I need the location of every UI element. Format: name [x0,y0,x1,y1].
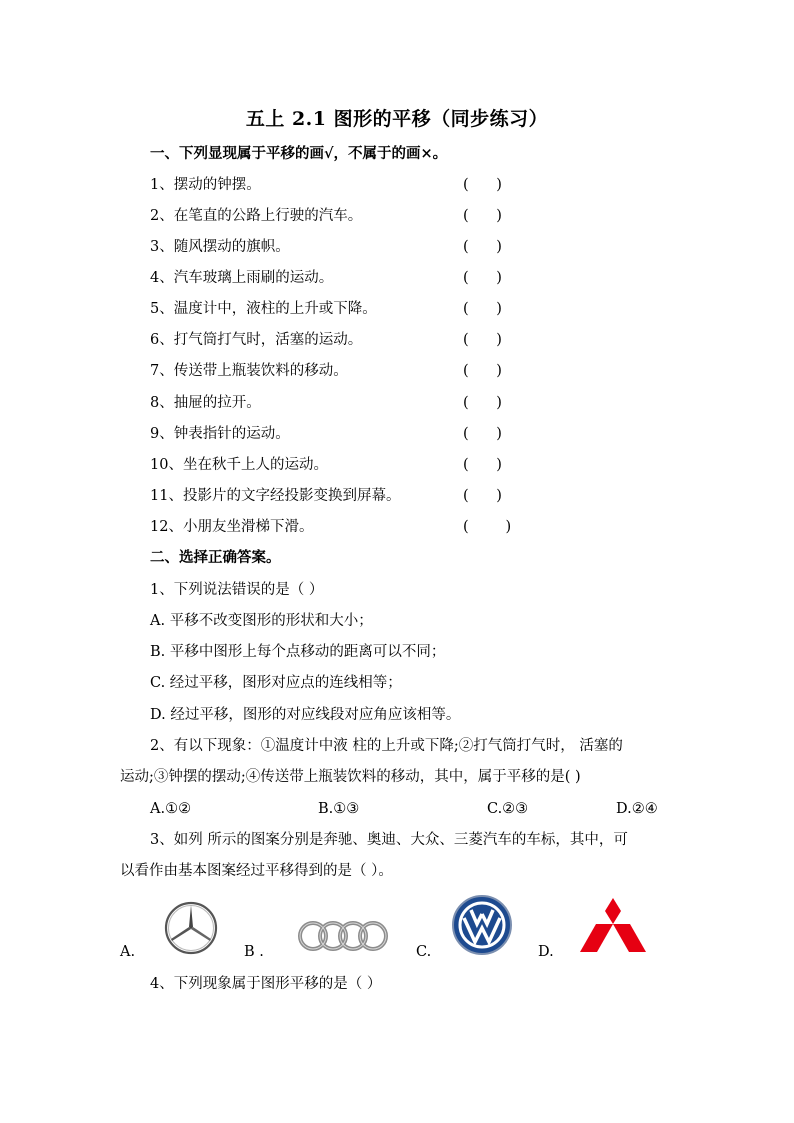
mercedes-logo-icon [163,900,219,960]
answer-blank: ( ) [463,177,502,193]
list-item: 10、坐在秋千上人的运动。 [150,457,328,473]
list-item: 6、打气筒打气时，活塞的运动。 [150,332,363,348]
question-1-stem: 1、下列说法错误的是（ ） [150,582,324,598]
logo-label-b: B . [244,944,264,960]
list-item: 2、在笔直的公路上行驶的汽车。 [150,208,363,224]
section1-heading: 一、下列显现属于平移的画√，不属于的画×。 [150,145,448,162]
volkswagen-logo-icon [451,894,513,960]
section2-heading: 二、选择正确答案。 [150,549,281,566]
mitsubishi-logo-icon [580,896,646,958]
question-2-option-b: B.①③ [318,801,360,817]
question-4-stem: 4、下列现象属于图形平移的是（ ） [150,976,382,992]
question-1-option-a: A. 平移不改变图形的形状和大小； [150,613,373,629]
list-item: 12、小朋友坐滑梯下滑。 [150,519,314,535]
question-2-line2: 运动;③钟摆的摆动;④传送带上瓶装饮料的移动，其中，属于平移的是( ) [120,769,581,785]
list-item: 9、钟表指针的运动。 [150,426,290,442]
question-2-option-d: D.②④ [616,801,658,817]
question-1-option-b: B. 平移中图形上每个点移动的距离可以不同； [150,644,446,660]
answer-blank: ( ) [463,519,512,535]
answer-blank: ( ) [463,301,502,317]
answer-blank: ( ) [463,270,502,286]
list-item: 11、投影片的文字经投影变换到屏幕。 [150,488,401,504]
answer-blank: ( ) [463,426,502,442]
list-item: 4、汽车玻璃上雨刷的运动。 [150,270,334,286]
list-item: 1、摆动的钟摆。 [150,177,261,193]
question-2-option-a: A.①② [150,801,192,817]
list-item: 3、随风摆动的旗帜。 [150,239,290,255]
question-1-option-c: C. 经过平移，图形对应点的连线相等； [150,675,402,691]
audi-logo-icon [296,918,392,958]
question-2-option-c: C.②③ [487,801,529,817]
answer-blank: ( ) [463,488,502,504]
answer-blank: ( ) [463,239,502,255]
question-3-line1: 3、如列 所示的图案分别是奔驰、奥迪、大众、三菱汽车的车标，其中，可 [150,832,628,848]
answer-blank: ( ) [463,208,502,224]
answer-blank: ( ) [463,457,502,473]
question-2-line1: 2、有以下现象：①温度计中液 柱的上升或下降;②打气筒打气时， 活塞的 [150,738,623,754]
question-3-line2: 以看作由基本图案经过平移得到的是（ ）。 [120,863,393,879]
logo-label-d: D. [538,944,554,960]
answer-blank: ( ) [463,363,502,379]
list-item: 5、温度计中，液柱的上升或下降。 [150,301,377,317]
logo-label-a: A. [120,944,136,960]
list-item: 8、抽屉的拉开。 [150,395,261,411]
logo-label-c: C. [416,944,432,960]
question-1-option-d: D. 经过平移，图形的对应线段对应角应该相等。 [150,707,461,723]
page-title: 五上 2.1 图形的平移（同步练习） [245,108,549,130]
list-item: 7、传送带上瓶装饮料的移动。 [150,363,348,379]
answer-blank: ( ) [463,395,502,411]
answer-blank: ( ) [463,332,502,348]
